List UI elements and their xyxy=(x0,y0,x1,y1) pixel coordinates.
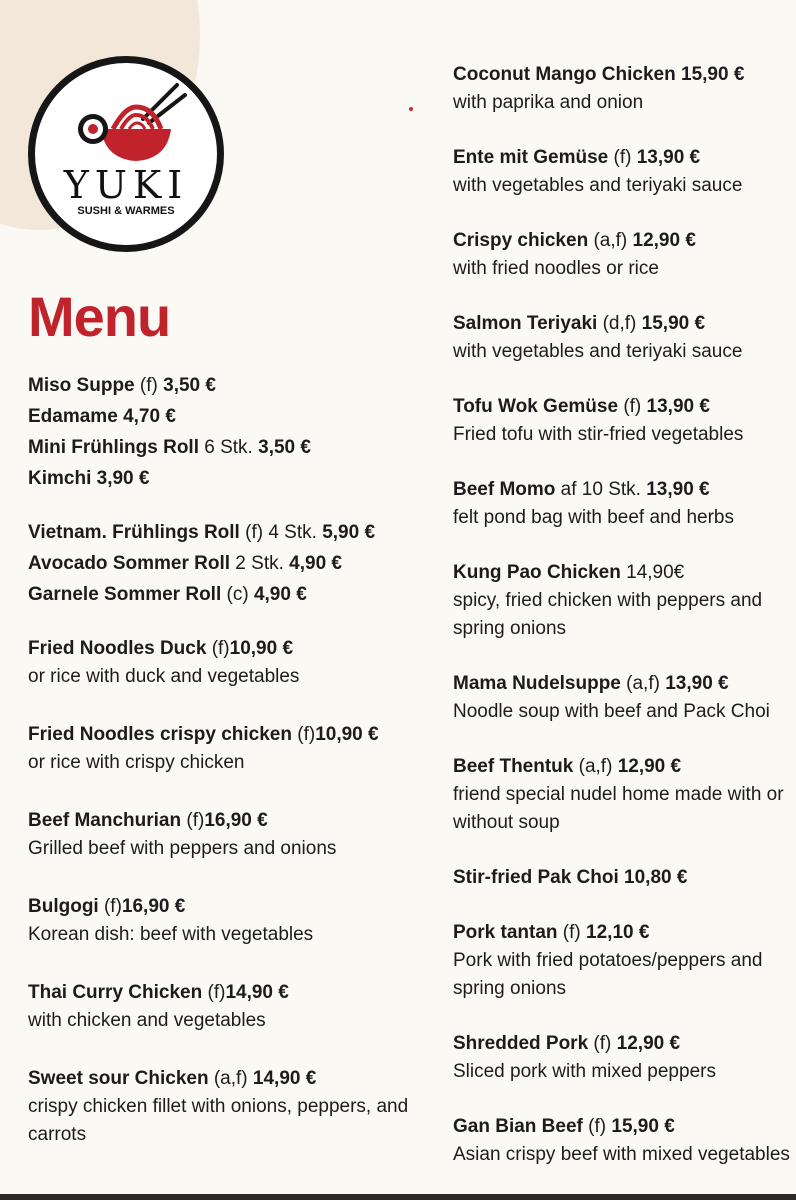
menu-item-name: Vietnam. Frühlings Roll xyxy=(28,522,240,543)
menu-item-price: 3,50 € xyxy=(258,437,311,458)
decorative-dot xyxy=(409,107,413,111)
menu-item-price: 15,90 € xyxy=(611,1116,675,1137)
menu-item-name: Beef Momo xyxy=(453,479,556,500)
menu-item-description: Fried tofu with stir-fried vegetables xyxy=(453,424,744,445)
menu-item xyxy=(28,550,428,578)
menu-item-extra: (f) 4 Stk. xyxy=(239,522,323,543)
menu-item-extra: (a,f) xyxy=(573,756,618,777)
menu-item-extra: (f) xyxy=(557,922,587,943)
menu-item-name: Fried Noodles Duck xyxy=(28,638,207,659)
logo xyxy=(28,56,224,252)
menu-item xyxy=(28,807,428,863)
menu-item-extra: (f) xyxy=(206,638,230,659)
menu-item-description: Asian crispy beef with mixed vegetables xyxy=(453,1144,790,1165)
menu-item-name: Mini Frühlings Roll xyxy=(28,437,199,458)
menu-item-extra: (a,f) xyxy=(620,673,666,694)
menu-item xyxy=(453,310,791,366)
menu-item xyxy=(28,465,428,493)
menu-item-description: Korean dish: beef with vegetables xyxy=(28,924,314,945)
menu-item-price: 12,90 € xyxy=(616,1033,681,1054)
menu-item-description: with fried noodles or rice xyxy=(453,258,659,279)
menu-item xyxy=(453,393,791,449)
menu-item xyxy=(453,919,791,1003)
menu-item xyxy=(453,1113,791,1169)
menu-item-name: Mama Nudelsuppe xyxy=(453,673,621,694)
menu-item xyxy=(453,227,791,283)
menu-item xyxy=(28,519,428,547)
menu-item-price: 10,90 € xyxy=(315,724,379,745)
menu-item xyxy=(453,144,791,200)
menu-item-description: Sliced pork with mixed peppers xyxy=(453,1061,716,1082)
bottom-bar xyxy=(0,1194,796,1200)
menu-item-name: Edamame xyxy=(28,406,118,427)
menu-item-extra: (f) xyxy=(608,147,637,168)
menu-item-description: or rice with duck and vegetables xyxy=(28,666,300,687)
menu-column-left xyxy=(28,372,428,1179)
menu-item-name: Miso Suppe xyxy=(28,375,135,396)
menu-item xyxy=(28,635,428,691)
menu-item-extra: (d,f) xyxy=(597,313,642,334)
menu-item-price: 13,90 € xyxy=(646,396,710,417)
menu-item xyxy=(28,434,428,462)
menu-item-description: felt pond bag with beef and herbs xyxy=(453,507,734,528)
logo-subtitle: SUSHI & WARMES xyxy=(77,205,175,217)
menu-item xyxy=(28,893,428,949)
menu-item xyxy=(28,979,428,1035)
menu-item-description: with vegetables and teriyaki sauce xyxy=(453,175,743,196)
menu-item-description: Noodle soup with beef and Pack Choi xyxy=(453,701,770,722)
menu-item-price: 13,90 € xyxy=(646,479,710,500)
menu-item-extra: (c) xyxy=(221,584,254,605)
menu-item-price: 14,90 € xyxy=(225,982,289,1003)
menu-item-price: 4,90 € xyxy=(289,553,342,574)
menu-item xyxy=(453,559,791,643)
menu-item xyxy=(453,670,791,726)
menu-item-price: 16,90 € xyxy=(121,896,186,917)
menu-item-price: 12,10 € xyxy=(586,922,650,943)
menu-item-name: Thai Curry Chicken xyxy=(28,982,203,1003)
menu-item-extra: (f) xyxy=(582,1116,612,1137)
starters-group xyxy=(28,372,428,493)
menu-item-extra: (a,f) xyxy=(208,1068,253,1089)
logo-name: YUKI xyxy=(63,163,189,207)
menu-item-extra: af 10 Stk. xyxy=(555,479,647,500)
mains-group-left xyxy=(28,635,428,1149)
menu-item-extra: (f) xyxy=(588,1033,617,1054)
menu-item-name: Tofu Wok Gemüse xyxy=(453,396,619,417)
menu-item xyxy=(28,1065,428,1149)
menu-item xyxy=(28,403,428,431)
menu-item-price: 10,90 € xyxy=(229,638,294,659)
menu-item-name: Fried Noodles crispy chicken xyxy=(28,724,292,745)
menu-item-name: Beef Thentuk xyxy=(453,756,574,777)
menu-item-price: 15,90 € xyxy=(641,313,706,334)
menu-item-extra: (f) xyxy=(98,896,122,917)
menu-item-name: Coconut Mango Chicken xyxy=(453,64,676,85)
menu-item-extra: 6 Stk. xyxy=(198,437,259,458)
menu-item-description: with chicken and vegetables xyxy=(28,1010,266,1031)
menu-item-description: Grilled beef with peppers and onions xyxy=(28,838,337,859)
menu-column-right xyxy=(453,61,791,1196)
menu-item-name: Avocado Sommer Roll xyxy=(28,553,231,574)
menu-item-name: Shredded Pork xyxy=(453,1033,589,1054)
menu-item-extra: (a,f) xyxy=(588,230,633,251)
menu-item xyxy=(28,372,428,400)
menu-item-name: Garnele Sommer Roll xyxy=(28,584,222,605)
menu-item xyxy=(453,476,791,532)
rolls-group xyxy=(28,519,428,609)
menu-item-name: Crispy chicken xyxy=(453,230,589,251)
menu-item-extra: (f) xyxy=(291,724,316,745)
menu-item-name: Pork tantan xyxy=(453,922,558,943)
menu-item-name: Kung Pao Chicken xyxy=(453,562,621,583)
menu-item-name: Kimchi xyxy=(28,468,92,489)
menu-item-description: with paprika and onion xyxy=(453,92,644,113)
menu-item-price: 10,80 € xyxy=(624,867,688,888)
menu-item-name: Ente mit Gemüse xyxy=(453,147,609,168)
menu-item-extra: (f) xyxy=(181,810,205,831)
menu-item xyxy=(453,864,791,892)
menu-item-description: crispy chicken fillet with onions, peppers, and carrots xyxy=(28,1096,409,1145)
menu-item-description: spicy, fried chicken with peppers and spring onions xyxy=(453,590,763,639)
menu-item-name: Gan Bian Beef xyxy=(453,1116,583,1137)
menu-item-name: Sweet sour Chicken xyxy=(28,1068,209,1089)
ramen-bowl-icon xyxy=(35,63,217,245)
menu-item-name: Bulgogi xyxy=(28,896,99,917)
menu-item-price: 14,90 € xyxy=(252,1068,317,1089)
menu-item-price: 4,90 € xyxy=(253,584,307,605)
menu-item-price: 12,90 € xyxy=(632,230,696,251)
menu-item-extra: (f) xyxy=(202,982,226,1003)
menu-item-name: Stir-fried Pak Choi xyxy=(453,867,619,888)
menu-item xyxy=(28,721,428,777)
menu-item-price: 15,90 € xyxy=(681,64,745,85)
menu-item-extra: (f) xyxy=(134,375,164,396)
menu-item xyxy=(453,61,791,117)
menu-item-price: 5,90 € xyxy=(322,522,376,543)
menu-item-price: 4,70 € xyxy=(123,406,176,427)
menu-item-price: 3,90 € xyxy=(96,468,150,489)
menu-item-price: 16,90 € xyxy=(204,810,268,831)
menu-item-price: 12,90 € xyxy=(617,756,682,777)
menu-item-extra: 2 Stk. xyxy=(230,553,290,574)
menu-item-description: with vegetables and teriyaki sauce xyxy=(453,341,743,362)
menu-item-description: or rice with crispy chicken xyxy=(28,752,245,773)
menu-item-price: 3,50 € xyxy=(163,375,216,396)
menu-item-description: friend special nudel home made with or without soup xyxy=(453,784,784,833)
menu-item-description: Pork with fried potatoes/peppers and spring onions xyxy=(453,950,763,999)
menu-item-name: Salmon Teriyaki xyxy=(453,313,598,334)
menu-item-extra: (f) xyxy=(618,396,647,417)
menu-item xyxy=(28,581,428,609)
menu-item-name: Beef Manchurian xyxy=(28,810,182,831)
page-title: Menu xyxy=(28,285,171,348)
menu-item-price: 13,90 € xyxy=(636,147,701,168)
menu-item-price: 13,90 € xyxy=(665,673,729,694)
menu-item xyxy=(453,1030,791,1086)
menu-item xyxy=(453,753,791,837)
menu-item-extra: 14,90€ xyxy=(620,562,685,583)
